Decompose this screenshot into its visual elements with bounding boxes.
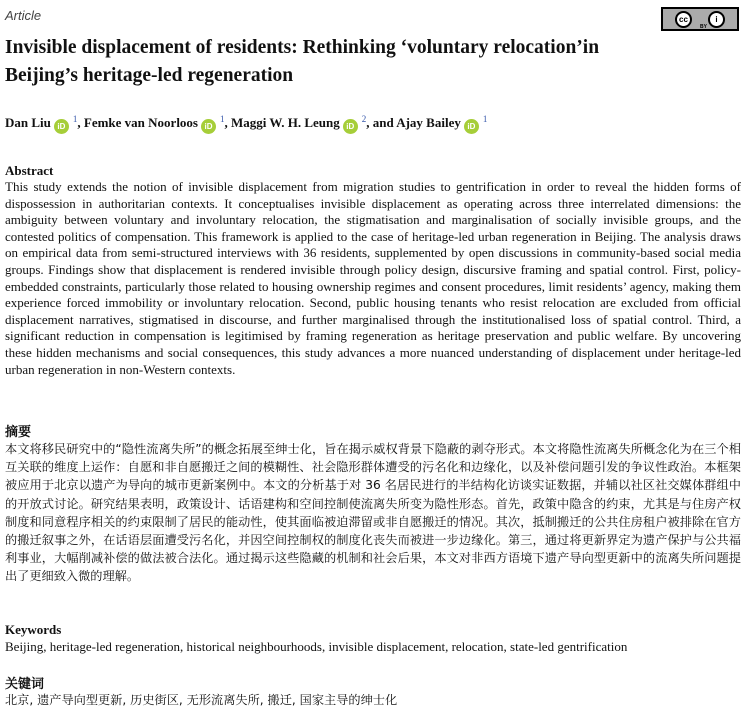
author-name: Femke van Noorloos bbox=[83, 115, 198, 130]
keywords-heading: Keywords bbox=[5, 622, 62, 637]
author-name: Ajay Bailey bbox=[396, 115, 461, 130]
author-list bbox=[5, 114, 487, 134]
orcid-icon[interactable]: iD bbox=[54, 119, 69, 134]
author-name: Dan Liu bbox=[5, 115, 51, 130]
author-name: Maggi W. H. Leung bbox=[231, 115, 340, 130]
chinese-keywords-text: 北京, 遗产导向型更新, 历史街区, 无形流离失所, 搬迁, 国家主导的绅士化 bbox=[5, 693, 398, 707]
chinese-abstract-heading: 摘要 bbox=[5, 424, 32, 439]
keywords-section bbox=[5, 622, 741, 655]
keywords-text: Beijing, heritage-led regeneration, historical neighbourhoods, invisible displacement, relocation, state-led gentrification bbox=[5, 639, 628, 654]
chinese-abstract-section bbox=[5, 424, 741, 586]
chinese-abstract-text: 本文将移民研究中的“隐性流离失所”的概念拓展至绅士化，旨在揭示威权背景下隐蔽的剥夺形式。本文将隐性流离失所概念化为在三个相互关联的维度上运作：自愿和非自愿搬迁之间的模糊性、社会隐形群体遭受的污名化和边缘化，以及补偿问题引发的争议性政治。本框架被应用于北京以遗产为导向的城市更新案例中。本文的分析基于对 36 名居民进行的半结构化访谈实证数据，并辅以社区社交媒体群组中的开放式讨论。研究结果表明，政策设计、话语建构和空间控制使流离失所变为隐性形态。首先，政策中隐含的约束，尤其是与住房产权制度和同意程序相关的约束限制了居民的能动性，使其面临被迫滞留或非自愿搬迁的情况。其次，抵制搬迁的公共住房租户被排除在官方的搬迁叙事之外，在话语层面遭受污名化，并因空间控制权的制度化丧失而被进一步边缘化。第三，通过将更新界定为遗产保护与公共福利事业，大幅削减补偿的做法被合法化。通过揭示这些隐藏的机制和社会后果，本文对非西方语境下遗产导向型更新中的流离失所问题提出了更细致入微的理解。 bbox=[5, 442, 741, 584]
article-title: Invisible displacement of residents: Rethinking ‘voluntary relocation’in Beijing’s heritage-led regeneration bbox=[5, 37, 600, 86]
affiliation-marker[interactable]: 1 bbox=[482, 114, 488, 124]
author-separator: , and bbox=[366, 115, 397, 130]
author-separator: , bbox=[77, 115, 84, 130]
by-label: BY bbox=[700, 24, 707, 30]
author-separator: , bbox=[224, 115, 231, 130]
abstract-section bbox=[5, 163, 741, 378]
affiliation-marker[interactable]: 1 bbox=[220, 114, 225, 124]
orcid-icon[interactable]: iD bbox=[343, 119, 358, 134]
affiliation-marker[interactable]: 1 bbox=[72, 114, 78, 124]
orcid-icon[interactable]: iD bbox=[464, 119, 479, 134]
orcid-icon[interactable]: iD bbox=[201, 119, 216, 134]
affiliation-marker[interactable]: 2 bbox=[361, 114, 367, 124]
abstract-heading: Abstract bbox=[5, 163, 54, 178]
chinese-keywords-section bbox=[5, 676, 741, 709]
abstract-text: This study extends the notion of invisible displacement from migration studies to gentrification in order to reveal the hidden forms of dispossession in authoritarian contexts. It conceptualises invisible displacement as operating across three interrelated dimensions: the ambiguity between voluntary and involuntary relocation, the stigmatisation and marginalisation of socially invisible groups, and the contested politics of compensation. This framework is applied to the case of heritage-led urban regeneration in Beijing. The analysis draws on empirical data from semi-structured interviews with 36 residents, supplemented by open discussions in community-based social media groups. Findings show that displacement is rendered invisible through policy design, discursive framing and spatial control. First, policy-embedded constraints, particularly those related to housing ownership regimes and consent procedures, limit residents’ agency, making them experience forced immobility or involuntary relocation. Second, public housing tenants who resist relocation are excluded from official displacement narratives, stigmatised in discourse, and further marginalised through the institutionalised loss of spatial control. Third, a significant reduction in compensation is legitimised by framing regeneration as heritage preservation and public welfare. By uncovering these hidden mechanisms and social consequences, this study advances a more nuanced understanding of displacement under heritage-led urban regeneration in non-Western contexts. bbox=[5, 179, 741, 377]
chinese-keywords-heading: 关键词 bbox=[5, 676, 45, 691]
article-type-label: Article bbox=[5, 8, 42, 23]
attribution-person-icon: i bbox=[708, 11, 725, 28]
cc-icon: cc bbox=[675, 11, 692, 28]
